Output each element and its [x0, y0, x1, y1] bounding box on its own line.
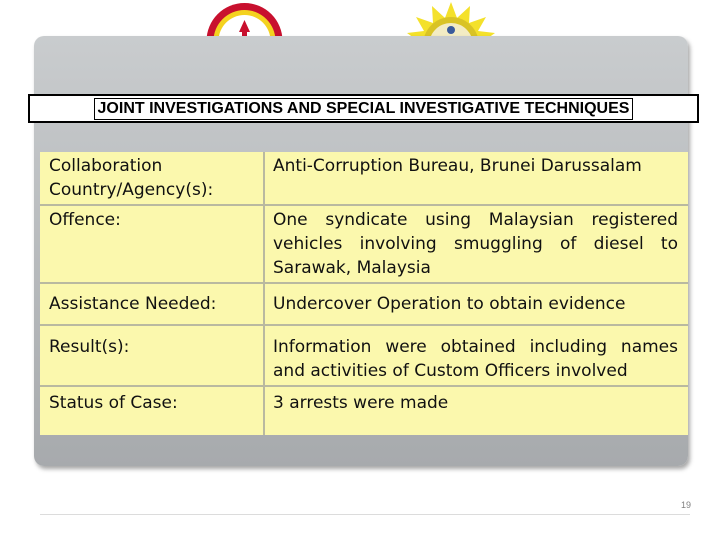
row-label: Collaboration Country/Agency(s): — [40, 152, 264, 205]
row-value: Information were obtained including names and activities of Custom Officers involved — [264, 325, 688, 386]
row-value: Anti-Corruption Bureau, Brunei Darussalam — [264, 152, 688, 205]
row-value: Undercover Operation to obtain evidence — [264, 283, 688, 325]
row-label: Offence: — [40, 205, 264, 283]
table-row-offence — [40, 205, 688, 283]
row-label: Assistance Needed: — [40, 283, 264, 325]
page-title: JOINT INVESTIGATIONS AND SPECIAL INVESTIGATIVE TECHNIQUES — [94, 98, 634, 120]
table-row-assistance — [40, 283, 688, 325]
footer-divider — [40, 514, 690, 515]
page-number: 19 — [680, 500, 691, 510]
row-label: Result(s): — [40, 325, 264, 386]
table-row-collaboration — [40, 152, 688, 205]
row-value: One syndicate using Malaysian registered vehicles involving smuggling of diesel to Sarawak, Malaysia — [264, 205, 688, 283]
table-row-results — [40, 325, 688, 386]
row-label: Status of Case: — [40, 386, 264, 435]
case-details-table — [40, 152, 688, 435]
row-value: 3 arrests were made — [264, 386, 688, 435]
title-banner — [28, 94, 699, 123]
table-row-status — [40, 386, 688, 435]
